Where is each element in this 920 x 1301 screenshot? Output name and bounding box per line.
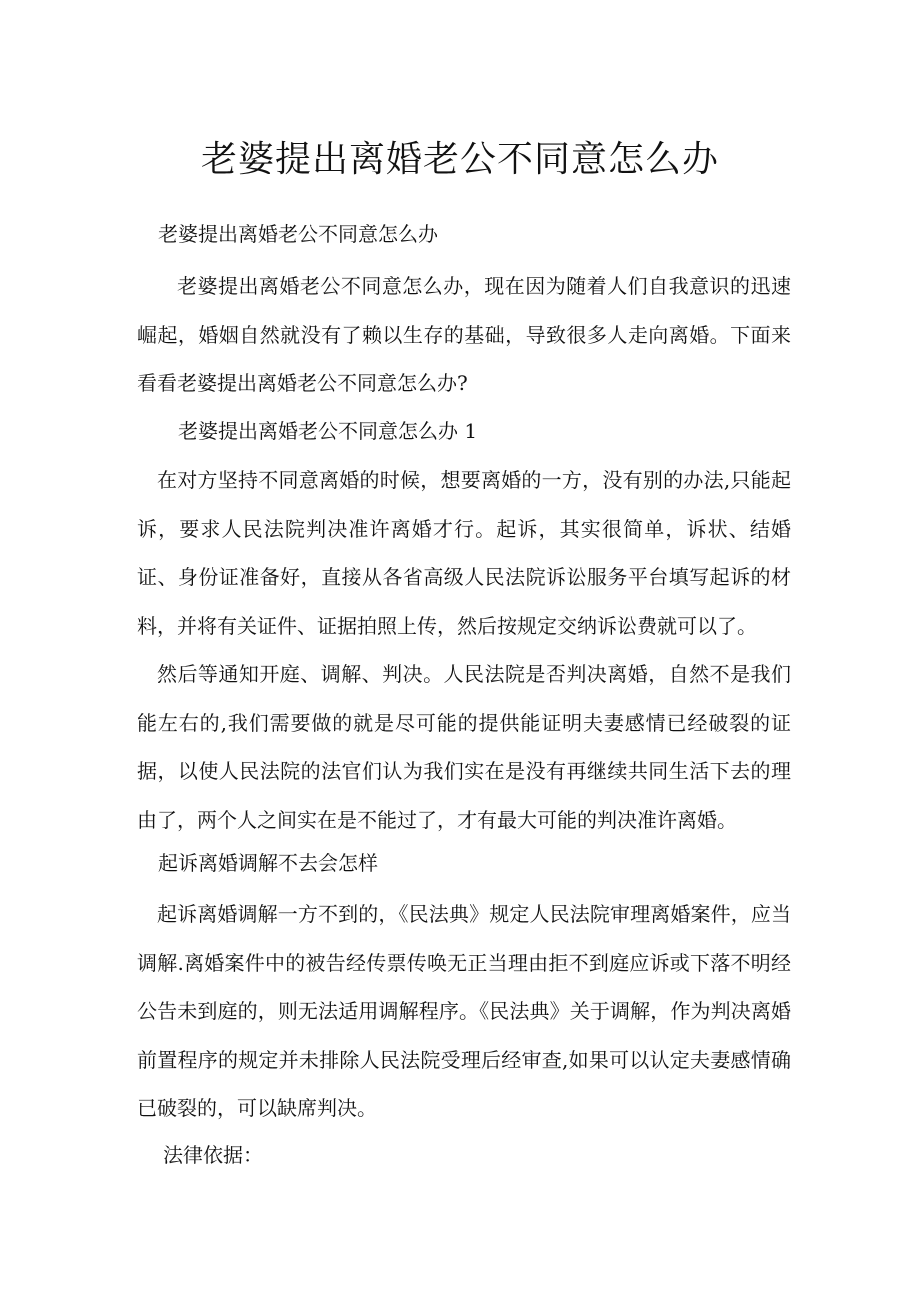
paragraph-1: 在对方坚持不同意离婚的时候，想要离婚的一方，没有别的办法,只能起诉，要求人民法院判决准许离婚才行。起诉，其实很简单，诉状、结婚证、身份证准备好，直接从各省高级人民法院诉讼服务平台填写起诉的材料，并将有关证件、证据拍照上传，然后按规定交纳诉讼费就可以了。 <box>137 468 791 638</box>
section-heading-1: 老婆提出离婚老公不同意怎么办 1 <box>178 419 478 443</box>
legal-basis-label: 法律依据： <box>163 1143 263 1167</box>
paragraph-3: 起诉离婚调解一方不到的，《民法典》规定人民法院审理离婚案件，应当调解.离婚案件中的被告经传票传唤无正当理由拒不到庭应诉或下落不明经公告未到庭的，则无法适用调解程序。《民法典》关于调解，作为判决离婚前置程序的规定并未排除人民法院受理后经审查,如果可以认定夫妻感情确已破裂的，可以缺席判决。 <box>137 902 791 1120</box>
paragraph-2: 然后等通知开庭、调解、判决。人民法院是否判决离婚，自然不是我们能左右的,我们需要做的就是尽可能的提供能证明夫妻感情已经破裂的证据，以使人民法院的法官们认为我们实在是没有再继续共同生活下去的理由了，两个人之间实在是不能过了，才有最大可能的判决准许离婚。 <box>137 662 791 832</box>
section-heading-2: 起诉离婚调解不去会怎样 <box>158 851 378 875</box>
intro-paragraph: 老婆提出离婚老公不同意怎么办，现在因为随着人们自我意识的迅速崛起，婚姻自然就没有了赖以生存的基础，导致很多人走向离婚。下面来看看老婆提出离婚老公不同意怎么办? <box>137 274 791 395</box>
document-title: 老婆提出离婚老公不同意怎么办 <box>200 139 719 180</box>
subheading: 老婆提出离婚老公不同意怎么办 <box>158 222 438 246</box>
